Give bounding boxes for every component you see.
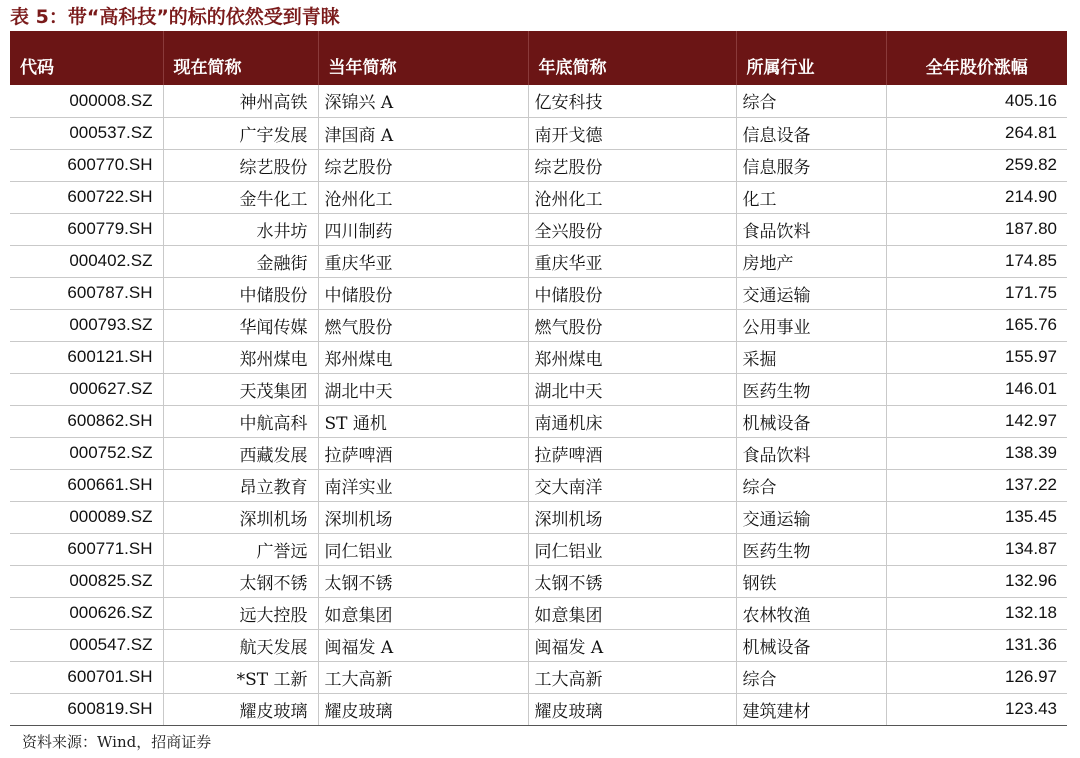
cell-code: 000793.SZ: [10, 309, 163, 341]
cell-industry: 交通运输: [736, 501, 886, 533]
cell-year-name: 沧州化工: [318, 181, 528, 213]
stock-table-container: [10, 31, 1067, 726]
table-row: [10, 373, 1067, 405]
cell-yearend-name: 南开戈德: [528, 117, 736, 149]
cell-current-name: *ST 工新: [163, 661, 318, 693]
cell-industry: 机械设备: [736, 629, 886, 661]
cell-yearend-name: 南通机床: [528, 405, 736, 437]
cell-code: 000825.SZ: [10, 565, 163, 597]
table-row: [10, 149, 1067, 181]
header-row: [10, 31, 1067, 85]
cell-code: 600722.SH: [10, 181, 163, 213]
cell-industry: 食品饮料: [736, 213, 886, 245]
cell-code: 600121.SH: [10, 341, 163, 373]
cell-year-name: 拉萨啤酒: [318, 437, 528, 469]
cell-yearend-name: 沧州化工: [528, 181, 736, 213]
cell-annual-change: 132.96: [886, 565, 1067, 597]
cell-current-name: 太钢不锈: [163, 565, 318, 597]
cell-annual-change: 155.97: [886, 341, 1067, 373]
cell-annual-change: 171.75: [886, 277, 1067, 309]
cell-current-name: 水井坊: [163, 213, 318, 245]
cell-code: 600862.SH: [10, 405, 163, 437]
cell-code: 600771.SH: [10, 533, 163, 565]
cell-code: 000402.SZ: [10, 245, 163, 277]
cell-yearend-name: 工大高新: [528, 661, 736, 693]
cell-industry: 公用事业: [736, 309, 886, 341]
cell-yearend-name: 如意集团: [528, 597, 736, 629]
cell-code: 000627.SZ: [10, 373, 163, 405]
cell-annual-change: 165.76: [886, 309, 1067, 341]
cell-annual-change: 137.22: [886, 469, 1067, 501]
cell-code: 600661.SH: [10, 469, 163, 501]
cell-year-name: 四川制药: [318, 213, 528, 245]
cell-code: 600787.SH: [10, 277, 163, 309]
header-code: 代码: [10, 31, 163, 85]
cell-industry: 综合: [736, 469, 886, 501]
cell-industry: 交通运输: [736, 277, 886, 309]
table-row: [10, 181, 1067, 213]
cell-annual-change: 142.97: [886, 405, 1067, 437]
cell-current-name: 华闻传媒: [163, 309, 318, 341]
cell-yearend-name: 重庆华亚: [528, 245, 736, 277]
header-year-name: 当年简称: [318, 31, 528, 85]
cell-year-name: ST 通机: [318, 405, 528, 437]
cell-current-name: 金融街: [163, 245, 318, 277]
cell-yearend-name: 交大南洋: [528, 469, 736, 501]
cell-industry: 食品饮料: [736, 437, 886, 469]
cell-code: 600770.SH: [10, 149, 163, 181]
cell-current-name: 中航高科: [163, 405, 318, 437]
cell-yearend-name: 闽福发 A: [528, 629, 736, 661]
cell-code: 000089.SZ: [10, 501, 163, 533]
cell-annual-change: 146.01: [886, 373, 1067, 405]
table-body: [10, 85, 1067, 725]
cell-industry: 综合: [736, 661, 886, 693]
cell-code: 000626.SZ: [10, 597, 163, 629]
cell-industry: 信息服务: [736, 149, 886, 181]
cell-year-name: 郑州煤电: [318, 341, 528, 373]
cell-yearend-name: 耀皮玻璃: [528, 693, 736, 725]
cell-year-name: 综艺股份: [318, 149, 528, 181]
cell-code: 000537.SZ: [10, 117, 163, 149]
table-row: [10, 437, 1067, 469]
table-row: [10, 213, 1067, 245]
cell-annual-change: 126.97: [886, 661, 1067, 693]
table-row: [10, 85, 1067, 117]
cell-code: 000752.SZ: [10, 437, 163, 469]
cell-current-name: 神州高铁: [163, 85, 318, 117]
header-current-name: 现在简称: [163, 31, 318, 85]
source-note: 资料来源：Wind，招商证券: [22, 733, 212, 751]
table-row: [10, 405, 1067, 437]
table-row: [10, 469, 1067, 501]
cell-current-name: 广宇发展: [163, 117, 318, 149]
cell-annual-change: 259.82: [886, 149, 1067, 181]
cell-code: 000547.SZ: [10, 629, 163, 661]
table-row: [10, 341, 1067, 373]
cell-current-name: 航天发展: [163, 629, 318, 661]
cell-current-name: 远大控股: [163, 597, 318, 629]
cell-annual-change: 131.36: [886, 629, 1067, 661]
cell-current-name: 广誉远: [163, 533, 318, 565]
cell-year-name: 深锦兴 A: [318, 85, 528, 117]
cell-current-name: 耀皮玻璃: [163, 693, 318, 725]
cell-yearend-name: 拉萨啤酒: [528, 437, 736, 469]
cell-industry: 医药生物: [736, 533, 886, 565]
cell-year-name: 津国商 A: [318, 117, 528, 149]
cell-yearend-name: 郑州煤电: [528, 341, 736, 373]
table-title: 表 5：带“高科技”的标的依然受到青睐: [10, 6, 340, 28]
cell-yearend-name: 湖北中天: [528, 373, 736, 405]
cell-current-name: 金牛化工: [163, 181, 318, 213]
cell-year-name: 如意集团: [318, 597, 528, 629]
cell-year-name: 中储股份: [318, 277, 528, 309]
cell-industry: 采掘: [736, 341, 886, 373]
cell-industry: 农林牧渔: [736, 597, 886, 629]
cell-year-name: 燃气股份: [318, 309, 528, 341]
cell-annual-change: 134.87: [886, 533, 1067, 565]
stock-table: [10, 31, 1067, 726]
cell-year-name: 深圳机场: [318, 501, 528, 533]
cell-yearend-name: 同仁铝业: [528, 533, 736, 565]
cell-yearend-name: 中储股份: [528, 277, 736, 309]
cell-yearend-name: 亿安科技: [528, 85, 736, 117]
cell-annual-change: 138.39: [886, 437, 1067, 469]
table-row: [10, 565, 1067, 597]
cell-year-name: 太钢不锈: [318, 565, 528, 597]
table-row: [10, 629, 1067, 661]
cell-industry: 信息设备: [736, 117, 886, 149]
cell-annual-change: 174.85: [886, 245, 1067, 277]
header-annual-change: 全年股价涨幅: [886, 31, 1067, 85]
cell-year-name: 重庆华亚: [318, 245, 528, 277]
header-industry: 所属行业: [736, 31, 886, 85]
cell-year-name: 湖北中天: [318, 373, 528, 405]
cell-year-name: 同仁铝业: [318, 533, 528, 565]
cell-yearend-name: 全兴股份: [528, 213, 736, 245]
cell-current-name: 中储股份: [163, 277, 318, 309]
cell-code: 600819.SH: [10, 693, 163, 725]
cell-industry: 综合: [736, 85, 886, 117]
table-row: [10, 533, 1067, 565]
cell-current-name: 郑州煤电: [163, 341, 318, 373]
cell-industry: 化工: [736, 181, 886, 213]
cell-annual-change: 123.43: [886, 693, 1067, 725]
cell-current-name: 昂立教育: [163, 469, 318, 501]
cell-yearend-name: 太钢不锈: [528, 565, 736, 597]
cell-industry: 医药生物: [736, 373, 886, 405]
cell-industry: 建筑建材: [736, 693, 886, 725]
cell-current-name: 深圳机场: [163, 501, 318, 533]
cell-industry: 机械设备: [736, 405, 886, 437]
cell-code: 000008.SZ: [10, 85, 163, 117]
table-row: [10, 597, 1067, 629]
cell-year-name: 工大高新: [318, 661, 528, 693]
cell-yearend-name: 深圳机场: [528, 501, 736, 533]
cell-annual-change: 405.16: [886, 85, 1067, 117]
table-row: [10, 245, 1067, 277]
cell-annual-change: 132.18: [886, 597, 1067, 629]
cell-yearend-name: 燃气股份: [528, 309, 736, 341]
cell-annual-change: 135.45: [886, 501, 1067, 533]
cell-current-name: 西藏发展: [163, 437, 318, 469]
table-row: [10, 501, 1067, 533]
table-row: [10, 661, 1067, 693]
cell-annual-change: 187.80: [886, 213, 1067, 245]
table-row: [10, 309, 1067, 341]
cell-industry: 房地产: [736, 245, 886, 277]
table-row: [10, 693, 1067, 725]
cell-year-name: 闽福发 A: [318, 629, 528, 661]
table-row: [10, 277, 1067, 309]
cell-current-name: 天茂集团: [163, 373, 318, 405]
cell-code: 600701.SH: [10, 661, 163, 693]
cell-yearend-name: 综艺股份: [528, 149, 736, 181]
cell-year-name: 南洋实业: [318, 469, 528, 501]
cell-annual-change: 214.90: [886, 181, 1067, 213]
header-yearend-name: 年底简称: [528, 31, 736, 85]
table-row: [10, 117, 1067, 149]
cell-current-name: 综艺股份: [163, 149, 318, 181]
cell-year-name: 耀皮玻璃: [318, 693, 528, 725]
cell-code: 600779.SH: [10, 213, 163, 245]
cell-annual-change: 264.81: [886, 117, 1067, 149]
cell-industry: 钢铁: [736, 565, 886, 597]
